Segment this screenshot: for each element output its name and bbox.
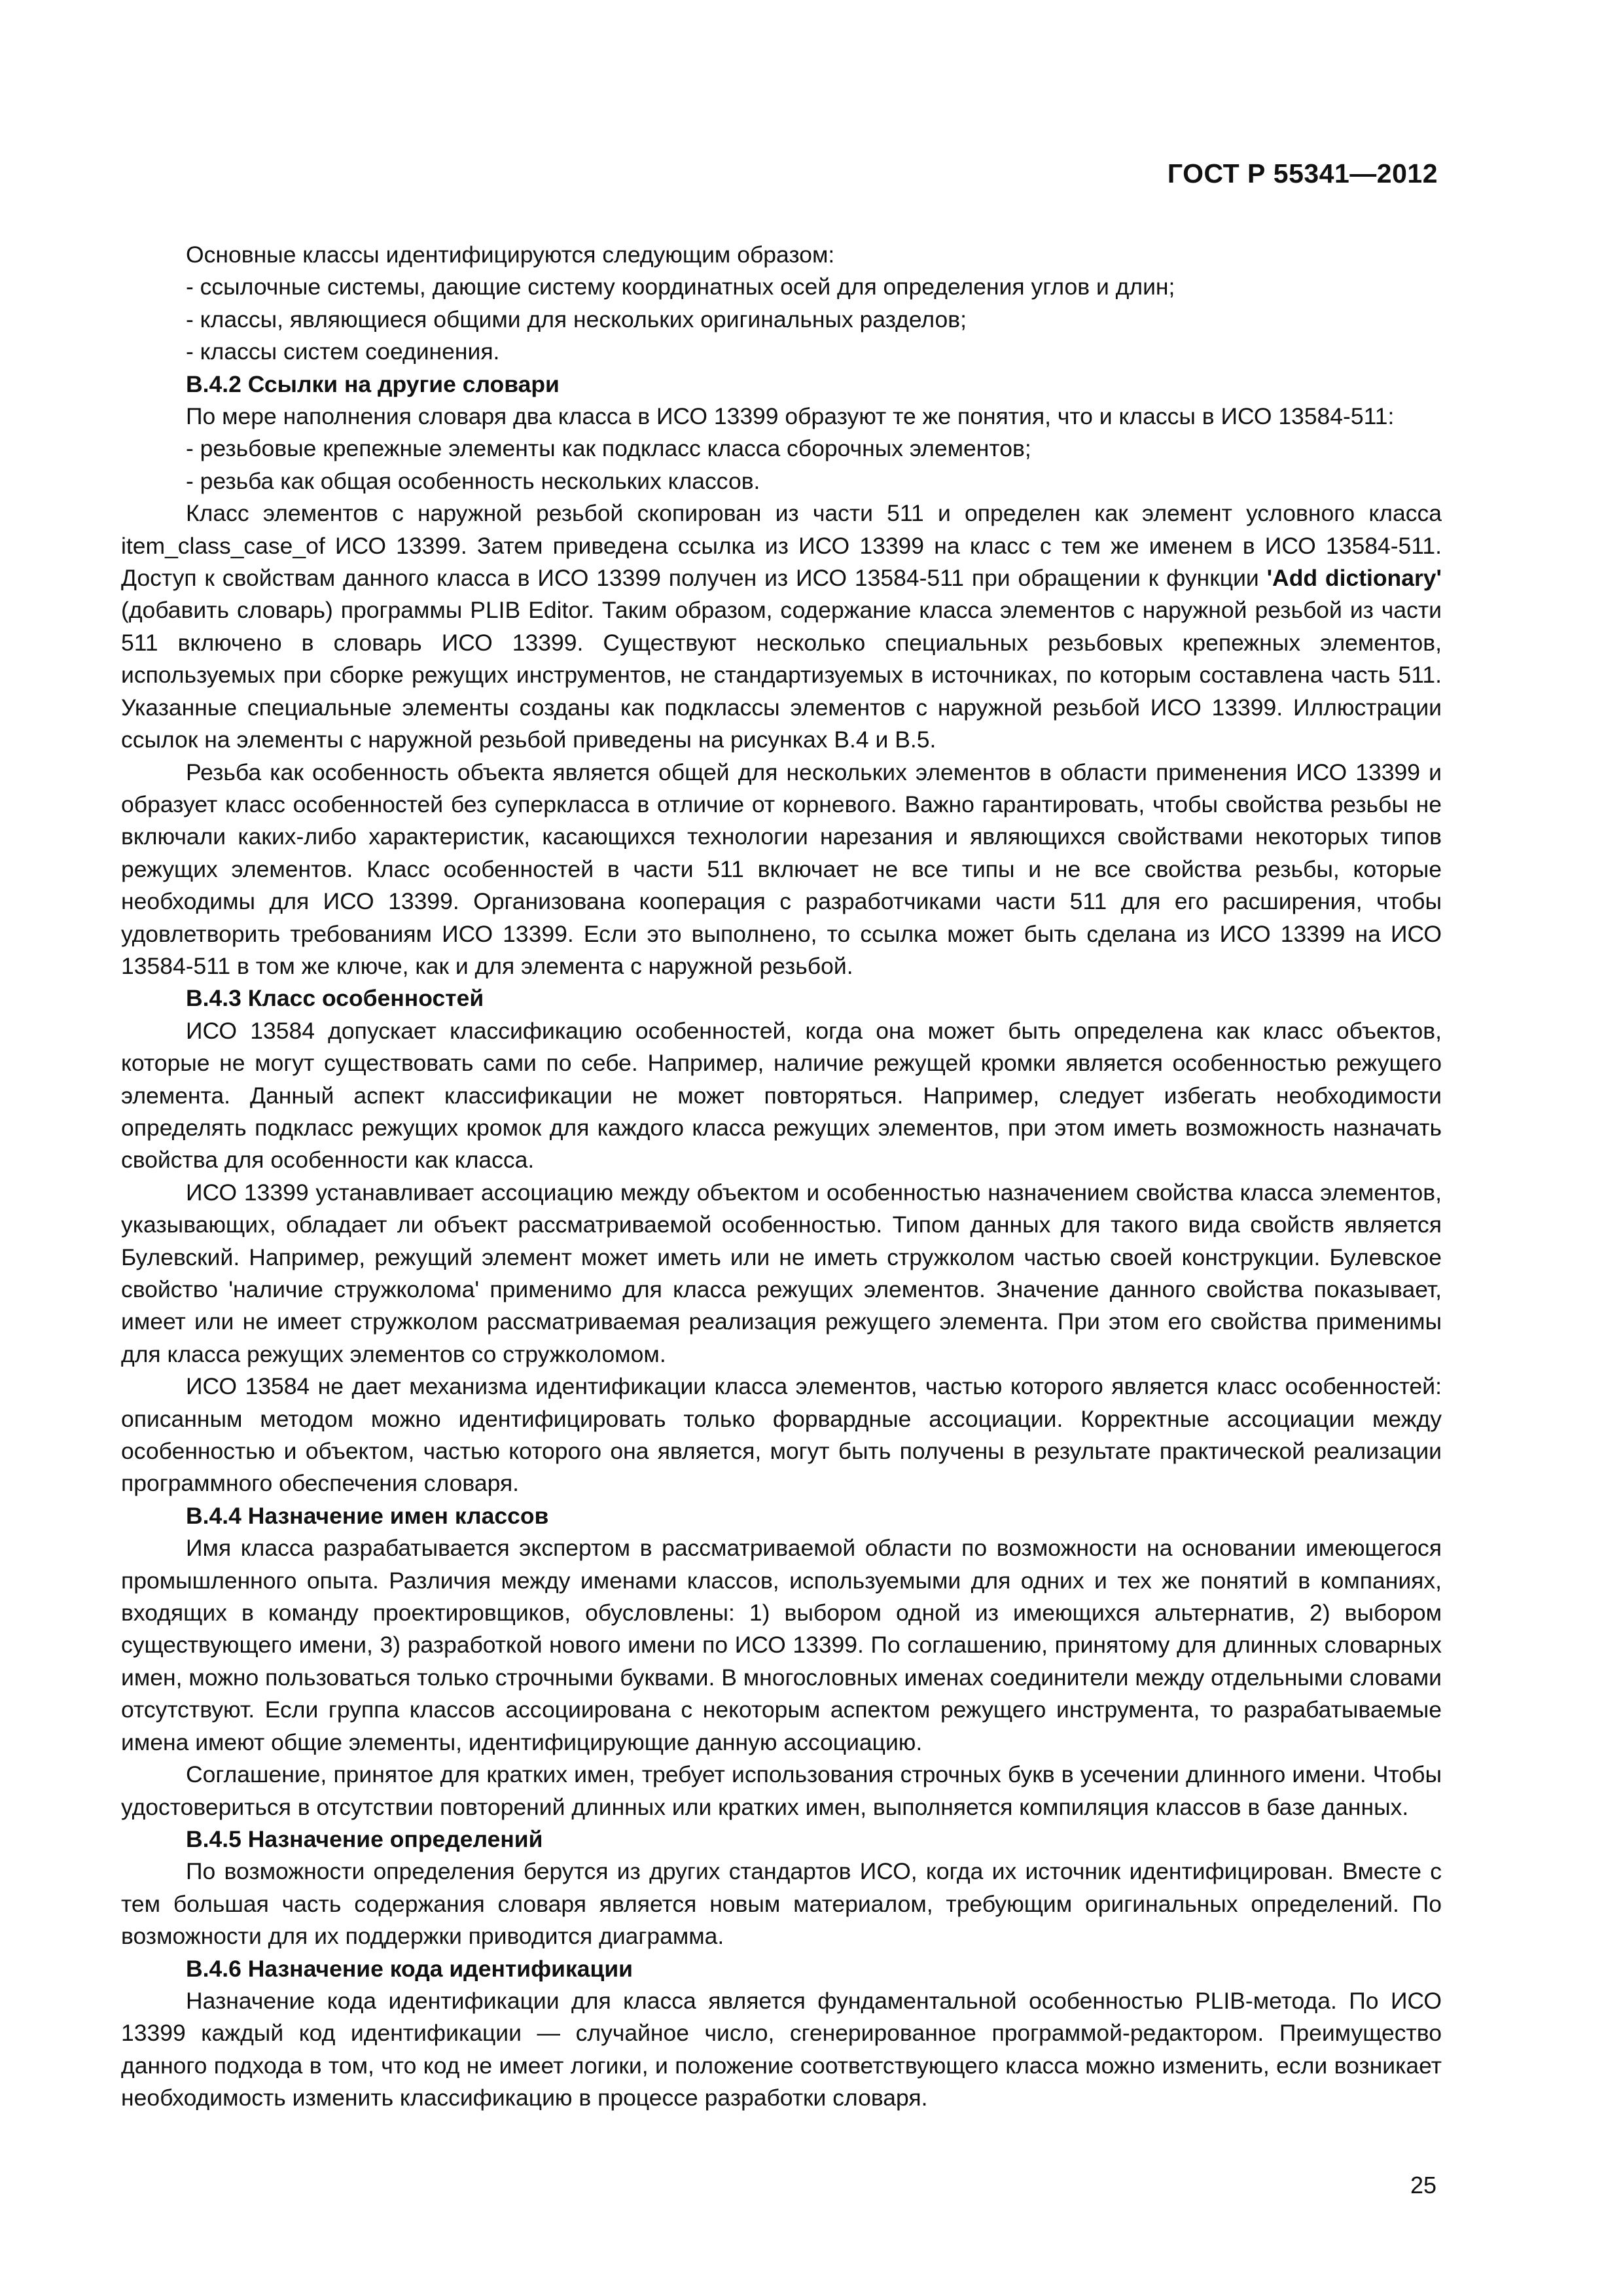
list-item: - ссылочные системы, дающие систему координатных осей для определения углов и длин; [186,274,1175,300]
document-header: ГОСТ Р 55341—2012 [1167,158,1438,188]
paragraph: ИСО 13584 допускает классификацию особенностей, когда она может быть определена как класс объектов, которые не могут существовать сами по себе. Например, наличие режущей кромки является особенностью режущего элемента. Данный аспект классификации не может повторяться. Например, следует избегать необходимости определять подкласс режущих кромок для каждого класса режущих элементов, при этом иметь возможность назначать свойства для особенности как класса. [121,1017,1442,1174]
paragraph: ИСО 13584 не дает механизма идентификации класса элементов, частью которого является класс особенностей: описанным методом можно идентифицировать только форвардные ассоциации. Корректные ассоциации между особенностью и объектом, частью которого она является, могут быть получены в результате практической реализации программного обеспечения словаря. [121,1373,1442,1497]
paragraph: Имя класса разрабатывается экспертом в рассматриваемой области по возможности на основании имеющегося промышленного опыта. Различия между именами классов, используемыми для одних и тех же понятий в компаниях, входящих в команду проектировщиков, обусловлены: 1) выбором одной из имеющихся альтернатив, 2) выбором существующего имени, 3) разработкой нового имени по ИСО 13399. По соглашению, принятому для длинных словарных имен, можно пользоваться только строчными буквами. В многословных именах соединители между отдельными словами отсутствуют. Если группа классов ассоциирована с некоторым аспектом режущего инструмента, то разрабатываемые имена имеют общие элементы, идентифицирующие данную ассоциацию. [121,1535,1442,1755]
section-heading-b44: В.4.4 Назначение имен классов [186,1502,549,1529]
document-body [121,239,1442,2115]
paragraph-text: (добавить словарь) программы PLIB Editor. Таким образом, содержание класса элементов с наружной резьбой из части 511 включено в словарь ИСО 13399. Существуют несколько специальных резьбовых крепежных элементов, используемых при сборке режущих инструментов, не стандартизуемых в источниках, по которым составлена часть 511. Указанные специальные элементы созданы как подклассы элементов с наружной резьбой ИСО 13399. Иллюстрации ссылок на элементы с наружной резьбой приведены на рисунках В.4 и В.5. [121,597,1442,753]
paragraph: Основные классы идентифицируются следующим образом: [186,242,835,268]
paragraph [121,497,1442,756]
list-item: - классы систем соединения. [186,338,500,365]
list-item: - резьбовые крепежные элементы как подкласс класса сборочных элементов; [186,435,1031,462]
list-item: - резьба как общая особенность нескольких классов. [186,467,760,494]
function-name: 'Add dictionary' [1266,565,1442,592]
paragraph: По мере наполнения словаря два класса в ИСО 13399 образуют те же понятия, что и классы в ИСО 13584-511: [186,403,1395,430]
section-heading-b42: В.4.2 Ссылки на другие словари [186,370,560,397]
paragraph-text: Класс элементов с наружной резьбой скопирован из части 511 и определен как элемент условного класса item_class_case_of ИСО 13399. Затем приведена ссылка из ИСО 13399 на класс с тем же именем в ИСО 13584-511. Доступ к свойствам данного класса в ИСО 13399 получен из ИСО 13584-511 при обращении к функции [121,500,1442,592]
section-heading-b43: В.4.3 Класс особенностей [186,985,484,1012]
page-number: 25 [1410,2172,1436,2198]
section-heading-b46: В.4.6 Назначение кода идентификации [186,1955,633,1982]
paragraph: Соглашение, принятое для кратких имен, требует использования строчных букв в усечении длинного имени. Чтобы удостовериться в отсутствии повторений длинных или кратких имен, выполняется компиляция классов в базе данных. [121,1761,1442,1820]
section-heading-b45: В.4.5 Назначение определений [186,1825,543,1852]
paragraph: Назначение кода идентификации для класса является фундаментальной особенностью PLIB-метода. По ИСО 13399 каждый код идентификации — случайное число, сгенерированное программой-редактором. Преимущество данного подхода в том, что код не имеет логики, и положение соответствующего класса можно изменить, если возникает необходимость изменить классификацию в процессе разработки словаря. [121,1987,1442,2111]
paragraph: Резьба как особенность объекта является общей для нескольких элементов в области применения ИСО 13399 и образует класс особенностей без суперкласса в отличие от корневого. Важно гарантировать, чтобы свойства резьбы не включали каких-либо характеристик, касающихся технологии нарезания и являющихся свойствами некоторых типов режущих элементов. Класс особенностей в части 511 включает не все типы и не все свойства резьбы, которые необходимы для ИСО 13399. Организована кооперация с разработчиками части 511 для его расширения, чтобы удовлетворить требованиям ИСО 13399. Если это выполнено, то ссылка может быть сделана из ИСО 13399 на ИСО 13584-511 в том же ключе, как и для элемента с наружной резьбой. [121,759,1442,979]
paragraph: По возможности определения берутся из других стандартов ИСО, когда их источник идентифицирован. Вместе с тем большая часть содержания словаря является новым материалом, требующим оригинальных определений. По возможности для их поддержки приводится диаграмма. [121,1858,1442,1950]
paragraph: ИСО 13399 устанавливает ассоциацию между объектом и особенностью назначением свойства класса элементов, указывающих, обладает ли объект рассматриваемой особенностью. Типом данных для такого вида свойств является Булевский. Например, режущий элемент может иметь или не иметь стружколом частью своей конструкции. Булевское свойство 'наличие стружколома' применимо для класса режущих элементов. Значение данного свойства показывает, имеет или не имеет стружколом рассматриваемая реализация режущего элемента. При этом его свойства применимы для класса режущих элементов со стружколомом. [121,1179,1442,1367]
list-item: - классы, являющиеся общими для нескольких оригинальных разделов; [186,306,967,332]
